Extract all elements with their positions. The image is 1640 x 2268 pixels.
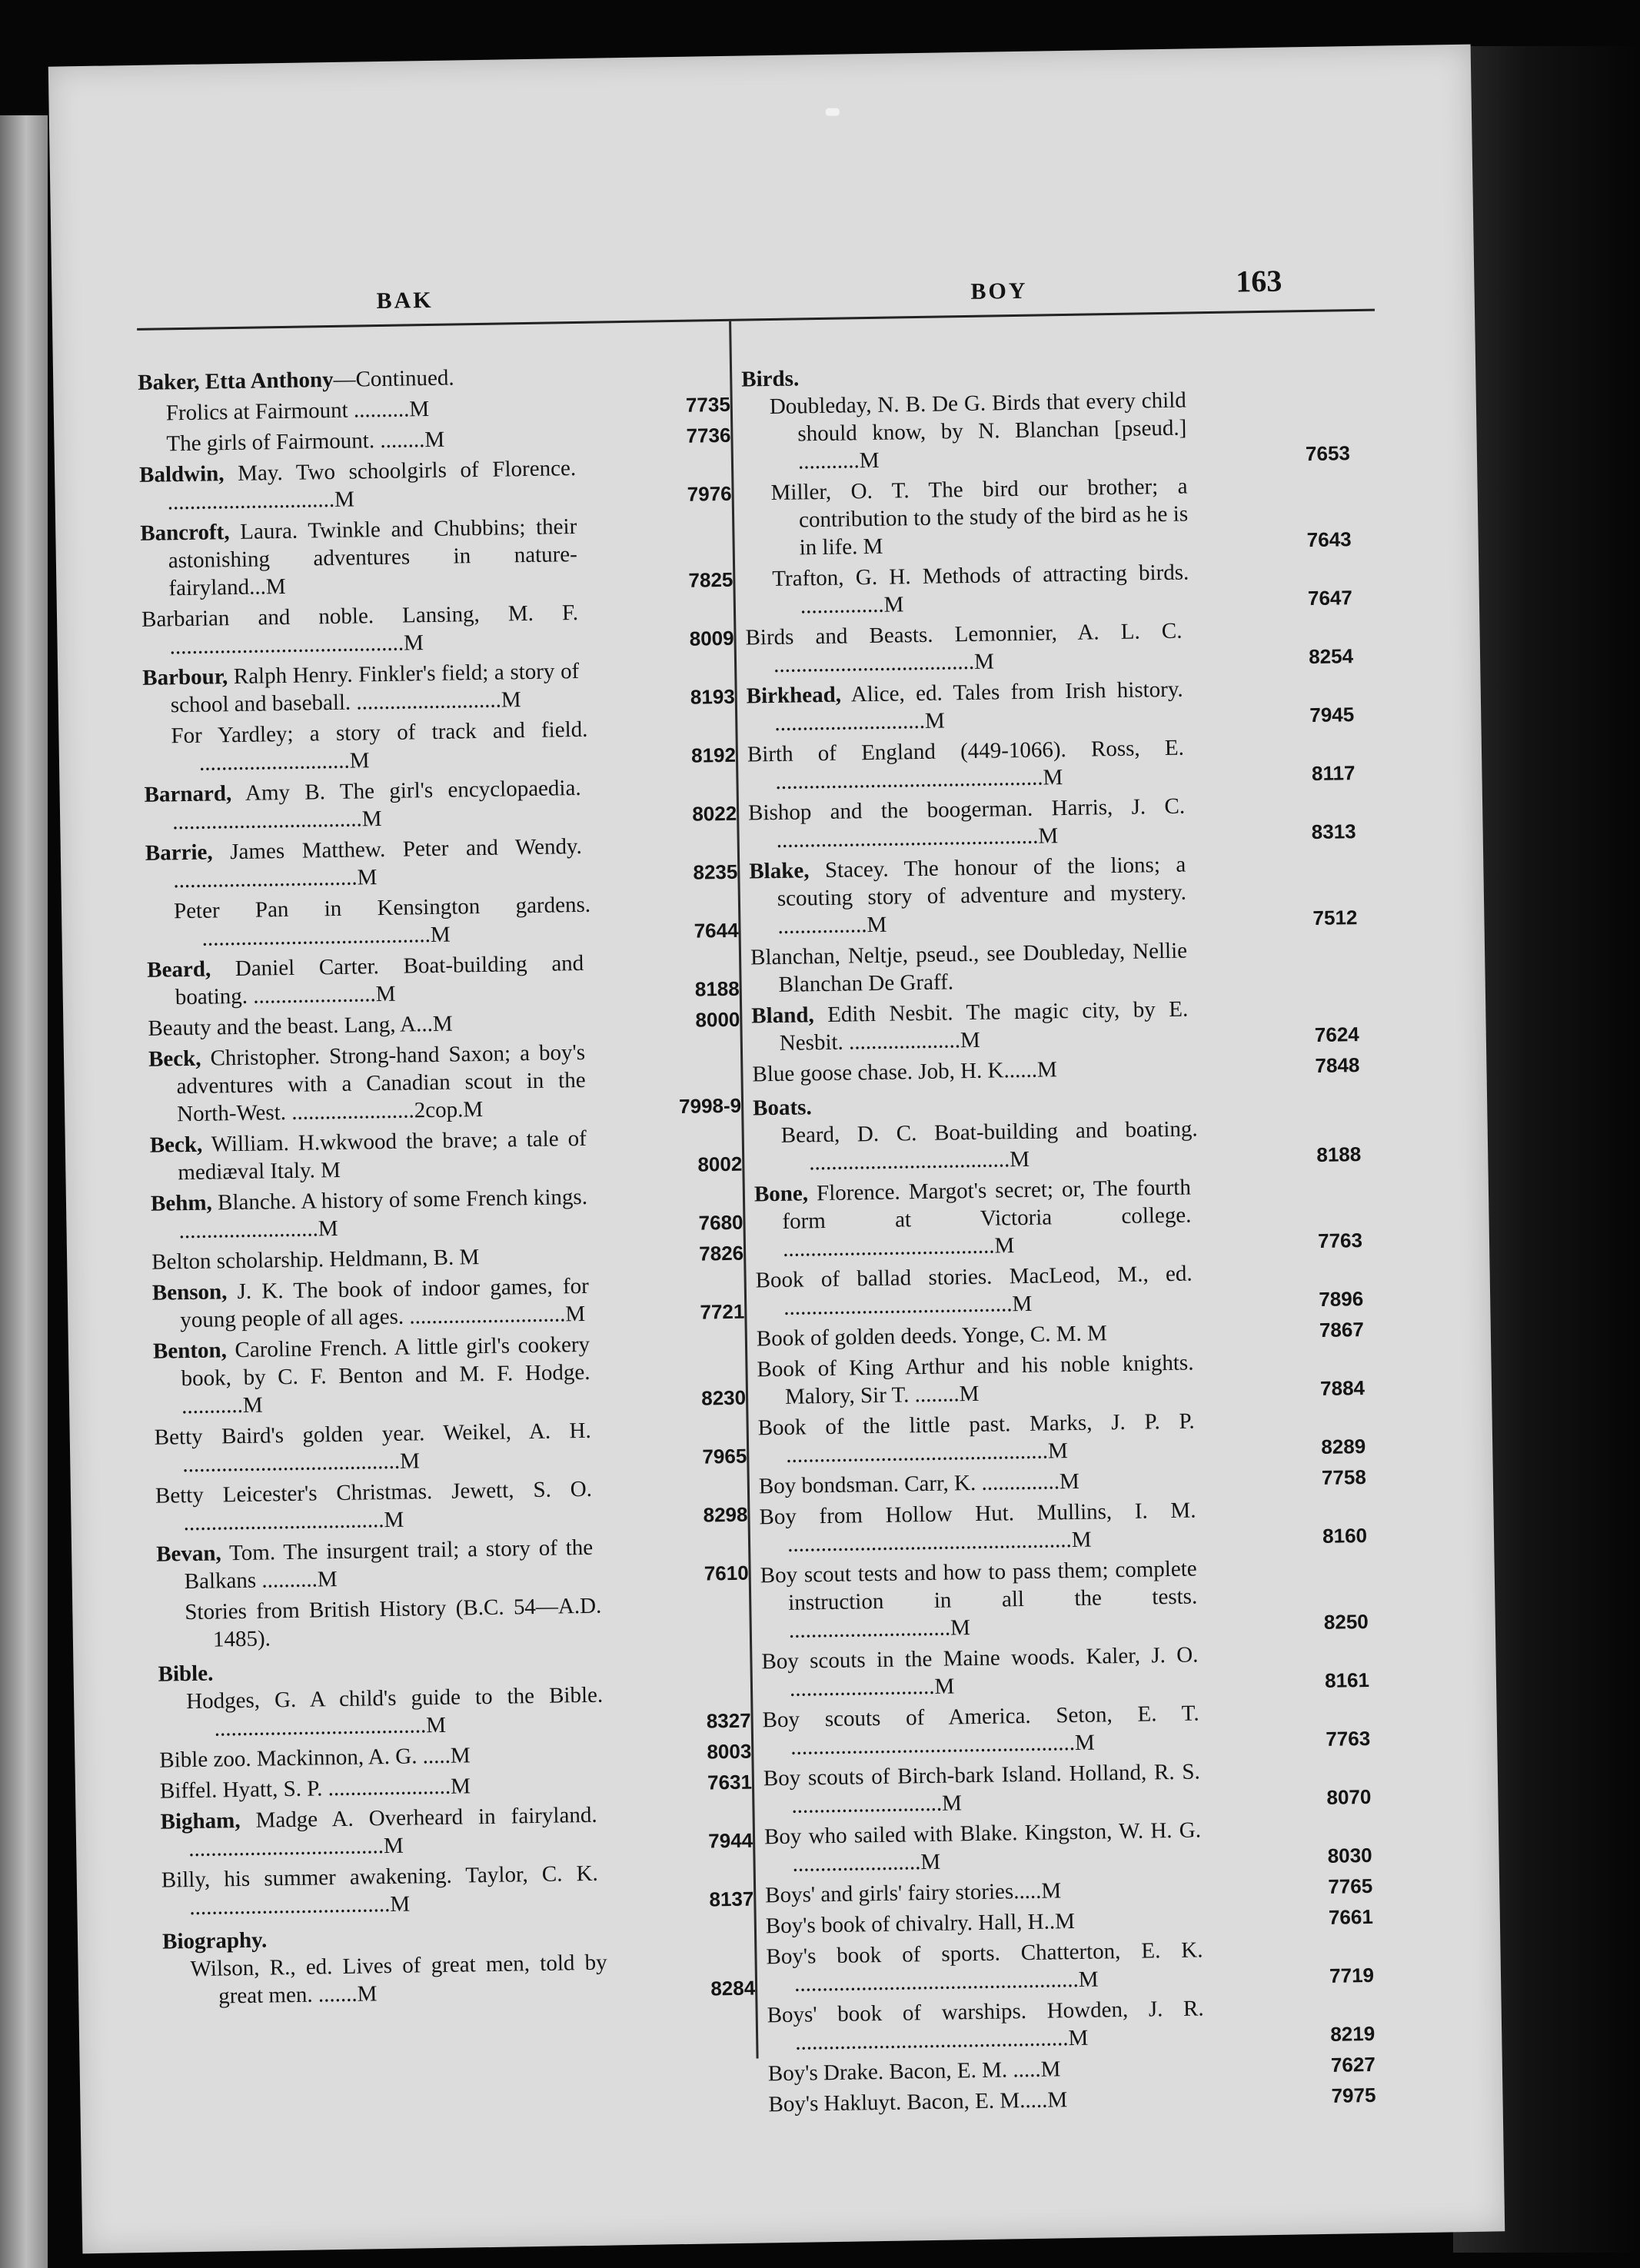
call-number: 7944 — [708, 1828, 753, 1853]
catalog-entry — [761, 1638, 1369, 1703]
call-number: 8137 — [709, 1887, 754, 1911]
call-number: 8161 — [1324, 1668, 1370, 1692]
entry-text: Blue goose chase. Job, H. K......M — [752, 1057, 1057, 1087]
call-number: 8230 — [700, 1385, 747, 1410]
entry-text: Bevan, Tom. The insurgent trail; a story of the Balkans ..........M — [155, 1535, 594, 1595]
entry-text: Boy's book of sports. Chatterton, E. K. ...................................................M — [766, 1937, 1203, 1997]
call-number: 8298 — [703, 1502, 748, 1527]
entry-text: Book of King Arthur and his noble knights. Malory, Sir T. ........M — [757, 1350, 1194, 1409]
entry-text: Beck, William. H.wkwood the brave; a tale of mediæval Italy. M — [149, 1126, 587, 1186]
author-name: Benton, — [152, 1338, 228, 1364]
entry-text: Barbarian and noble. Lansing, M. F. ..........................................M — [141, 600, 579, 660]
entry-text: Biffel. Hyatt, S. P. ......................M — [159, 1774, 471, 1804]
catalog-entry — [753, 1112, 1361, 1177]
author-name: Barnard, — [144, 781, 232, 807]
catalog-entry — [146, 889, 739, 953]
entry-text: Bland, Edith Nesbit. The magic city, by E. Nesbit. ....................M — [751, 996, 1189, 1056]
entry-text: Benson, J. K. The book of indoor games, for young people of all ages. ............................M — [151, 1273, 590, 1333]
entry-text: Peter Pan in Kensington gardens. .........................................M — [173, 892, 591, 951]
entry-text: Bancroft, Laura. Twinkle and Chubbins; their astonishing adventures in nature-fairyland...M — [140, 514, 578, 601]
entry-text: Birds and Beasts. Lemonnier, A. L. C. ....................................M — [745, 618, 1183, 677]
author-name: Barrie, — [145, 840, 213, 866]
catalog-entry — [150, 1122, 743, 1187]
right-guide-word: BOY — [970, 278, 1028, 304]
call-number: 8009 — [689, 626, 734, 650]
entry-text: Boy who sailed with Blake. Kingston, W. H. G. .......................M — [763, 1817, 1202, 1877]
catalog-entry — [744, 556, 1352, 620]
catalog-entry — [745, 614, 1353, 679]
entry-text: Beard, D. C. Boat-building and boating. ....................................M — [780, 1116, 1198, 1176]
call-number: 7758 — [1321, 1465, 1367, 1489]
entry-text: Doubleday, N. B. De G. Birds that every child should know, by N. Blanchan [pseud.] ...........M — [769, 387, 1187, 474]
call-number: 8160 — [1322, 1524, 1368, 1548]
call-number: 7848 — [1315, 1053, 1360, 1077]
author-name: Barbour, — [142, 664, 228, 690]
entry-text: Boy's book of chivalry. Hall, H..M — [765, 1909, 1076, 1939]
header-rule — [137, 309, 1375, 331]
call-number: 7647 — [1307, 586, 1353, 610]
catalog-entry — [142, 655, 735, 720]
catalog-entry — [147, 947, 740, 1012]
call-number: 7825 — [688, 567, 734, 592]
left-guide-word: BAK — [376, 287, 434, 314]
entry-text: Boys' and girls' fairy stories.....M — [764, 1878, 1062, 1908]
subject-heading: Birds. — [741, 366, 800, 392]
call-number: 7719 — [1329, 1963, 1375, 1987]
entry-text: Benton, Caroline French. A little girl's cookery book, by C. F. Benton and M. F. Hodge. ...........M — [152, 1332, 590, 1419]
call-number: 7867 — [1319, 1318, 1365, 1342]
call-number: 8003 — [707, 1739, 752, 1764]
call-number: 7512 — [1312, 906, 1358, 930]
call-number: 8193 — [690, 684, 735, 709]
catalog-entry — [762, 1697, 1370, 1761]
author-name: Birkhead, — [746, 682, 842, 709]
catalog-entry — [151, 1181, 743, 1245]
entry-text: Boy scouts in the Maine woods. Kaler, J. O. ..........................M — [761, 1642, 1199, 1701]
call-number: 7896 — [1319, 1287, 1364, 1311]
catalog-entry — [156, 1531, 749, 1596]
call-number: 8327 — [706, 1708, 751, 1733]
catalog-entry — [148, 1036, 742, 1129]
call-number: 7680 — [698, 1210, 743, 1235]
catalog-entry — [760, 1552, 1369, 1644]
call-number: 7976 — [687, 481, 732, 506]
entry-text: Book of golden deeds. Yonge, C. M. M — [756, 1321, 1108, 1352]
entry-text: Birkhead, Alice, ed. Tales from Irish history. ...........................M — [746, 677, 1183, 736]
catalog-entry — [140, 510, 734, 603]
entry-text: Boy scouts of America. Seton, E. T. ...................................................M — [762, 1701, 1199, 1760]
call-number: 7736 — [686, 423, 731, 447]
catalog-entry — [143, 713, 736, 778]
entry-text: Betty Baird's golden year. Weikel, A. H. .......................................M — [154, 1418, 591, 1478]
entry-text: Hodges, G. A child's guide to the Bible. ......................................M — [185, 1682, 604, 1741]
entry-text: Boy scouts of Birch-bark Island. Holland, R. S. ...........................M — [763, 1759, 1201, 1818]
call-number: 8219 — [1330, 2021, 1376, 2046]
author-name: Benson, — [151, 1279, 228, 1305]
entry-text: Boy's Hakluyt. Bacon, E. M.....M — [768, 2087, 1068, 2117]
author-name: Bevan, — [155, 1541, 222, 1567]
call-number: 7644 — [694, 918, 739, 943]
entry-text: Frolics at Fairmount ..........M — [165, 396, 430, 426]
catalog-entry — [763, 1755, 1372, 1820]
entry-text: Beard, Daniel Carter. Boat-building and boating. ......................M — [146, 950, 584, 1010]
entry-text: Billy, his summer awakening. Taylor, C. K. ....................................M — [161, 1861, 599, 1920]
call-number: 8117 — [1311, 761, 1356, 786]
call-number: 8289 — [1321, 1435, 1366, 1458]
call-number: 8313 — [1311, 820, 1356, 844]
entry-text: Baker, Etta Anthony—Continued. — [137, 365, 454, 395]
author-name: Behm, — [150, 1190, 213, 1216]
call-number: 7763 — [1326, 1726, 1371, 1751]
entry-text: Beck, Christopher. Strong-hand Saxon; a boy's adventures with a Canadian scout in the North-West. ......................2cop.M — [148, 1039, 586, 1127]
entry-text: Wilson, R., ed. Lives of great men, told by great men. .......M — [190, 1950, 607, 2009]
call-number: 7735 — [685, 392, 731, 417]
call-number: 8192 — [690, 743, 737, 767]
book-spine-edge — [0, 115, 48, 2268]
catalog-entry — [155, 1473, 748, 1538]
catalog-entry — [161, 1857, 754, 1922]
catalog-entry — [153, 1329, 747, 1421]
catalog-page — [48, 45, 1505, 2254]
call-number: 7763 — [1317, 1229, 1363, 1252]
catalog-entry — [768, 2081, 1376, 2118]
catalog-entry — [747, 731, 1356, 796]
entry-text: Trafton, G. H. Methods of attracting birds. ...............M — [772, 560, 1189, 619]
call-number: 7610 — [704, 1561, 749, 1585]
author-name: Beard, — [146, 956, 211, 983]
entry-text: Book of ballad stories. MacLeod, M., ed. .........................................M — [755, 1261, 1193, 1320]
entry-text: Baldwin, May. Two schoolgirls of Florence. ..............................M — [138, 455, 577, 515]
author-name: Baldwin, — [138, 461, 225, 487]
entry-text: Boy bondsman. Carr, K. ..............M — [758, 1468, 1079, 1499]
call-number: 8022 — [692, 801, 737, 826]
call-number: 7965 — [702, 1444, 747, 1468]
entry-text: Behm, Blanche. A history of some French kings. .........................M — [150, 1184, 588, 1244]
author-name: Beck, — [149, 1132, 203, 1158]
call-number: 7826 — [699, 1241, 744, 1265]
call-number: 8002 — [697, 1152, 743, 1176]
catalog-entry — [752, 1051, 1359, 1088]
catalog-entry — [767, 1992, 1375, 2057]
call-number: 8254 — [1308, 644, 1354, 669]
catalog-entry — [157, 1590, 750, 1654]
entry-text: Beauty and the beast. Lang, A...M — [148, 1011, 453, 1041]
catalog-entry — [160, 1799, 753, 1864]
entry-text: Stories from British History (B.C. 54—A.D. 1485). — [185, 1593, 602, 1652]
entry-text: Birth of England (449-1066). Ross, E. ................................................M — [747, 735, 1185, 794]
right-column — [741, 350, 1376, 2121]
call-number: 7643 — [1306, 527, 1352, 552]
call-number: 8284 — [710, 1976, 756, 2000]
catalog-entry — [749, 848, 1358, 940]
entry-text: Bone, Florence. Margot's secret; or, The fourth form at Victoria college. ......................................M — [753, 1175, 1192, 1262]
entry-text: Blanchan, Neltje, pseud., see Doubleday, Nellie Blanchan De Graff. — [750, 938, 1188, 997]
page-number: 163 — [1235, 263, 1282, 299]
catalog-entry — [757, 1405, 1366, 1469]
entry-text: Betty Leicester's Christmas. Jewett, S. O. ....................................M — [155, 1476, 593, 1536]
author-name: Bone, — [753, 1181, 809, 1207]
catalog-entry — [759, 1494, 1367, 1558]
author-name: Bancroft, — [140, 520, 230, 546]
catalog-entry — [757, 1346, 1365, 1411]
entry-text: Bible zoo. Mackinnon, A. G. .....M — [159, 1743, 471, 1773]
call-number: 8250 — [1323, 1609, 1369, 1634]
entry-text: Belton scholarship. Heldmann, B. M — [151, 1245, 480, 1275]
catalog-entry — [755, 1257, 1363, 1322]
author-name: Blake, — [749, 858, 810, 884]
call-number: 7653 — [1305, 441, 1351, 466]
entry-text: Barnard, Amy B. The girl's encyclopaedia. ..................................M — [144, 775, 581, 835]
catalog-entry — [764, 1814, 1372, 1878]
catalog-entry — [141, 597, 734, 661]
call-number: 7884 — [1319, 1376, 1366, 1400]
catalog-entry — [144, 772, 737, 836]
call-number: 7945 — [1309, 703, 1355, 727]
paper-speck — [826, 108, 840, 116]
entry-text: Boys' book of warships. Howden, J. R. .................................................M — [767, 1996, 1204, 2055]
entry-text: Boy from Hollow Hut. Mullins, I. M. ...................................................M — [759, 1498, 1196, 1557]
catalog-entry — [750, 934, 1359, 999]
call-number: 7721 — [700, 1299, 745, 1324]
entry-text: Miller, O. T. The bird our brother; a contribution to the study of the bird as he is in life. M — [770, 474, 1189, 560]
catalog-entry — [751, 993, 1359, 1057]
entry-text: Boy's Drake. Bacon, E. M. .....M — [767, 2057, 1061, 2087]
subject-heading: Biography. — [161, 1927, 268, 1954]
entry-text: Barrie, James Matthew. Peter and Wendy. .................................M — [145, 833, 583, 893]
catalog-entry — [162, 1947, 755, 2011]
author-name: Bland, — [751, 1003, 814, 1029]
call-number: 8188 — [694, 976, 740, 1001]
entry-text: For Yardley; a story of track and field. ...........................M — [171, 717, 588, 776]
call-number: 8235 — [693, 860, 738, 884]
subject-heading: Boats. — [752, 1095, 812, 1121]
entry-text: Blake, Stacey. The honour of the lions; a scouting story of adventure and mystery. ................M — [749, 852, 1187, 939]
left-column — [138, 360, 756, 2014]
catalog-entry — [746, 673, 1354, 737]
call-number: 8188 — [1316, 1142, 1362, 1166]
catalog-entry — [766, 1934, 1374, 1998]
catalog-entry — [158, 1679, 751, 1744]
entry-text: Bishop and the boogerman. Harris, J. C. ...............................................M — [747, 793, 1186, 853]
catalog-entry — [152, 1270, 745, 1335]
entry-text: Book of the little past. Marks, J. P. P. ...............................................M — [757, 1408, 1195, 1468]
call-number: 7975 — [1331, 2083, 1376, 2107]
call-number: 8000 — [695, 1007, 740, 1032]
call-number: 7998-9 — [678, 1093, 742, 1118]
author-name: Bigham, — [160, 1808, 241, 1834]
catalog-entry — [145, 830, 738, 895]
call-number: 8030 — [1327, 1843, 1372, 1867]
call-number: 7631 — [707, 1770, 753, 1794]
call-number: 7765 — [1328, 1874, 1373, 1898]
catalog-entry — [155, 1415, 747, 1479]
author-name: Baker, Etta Anthony — [137, 367, 334, 395]
entry-text: Barbour, Ralph Henry. Finkler's field; a story of school and baseball. ..........................M — [142, 658, 580, 718]
call-number: 7624 — [1314, 1023, 1359, 1046]
subject-heading: Bible. — [158, 1661, 214, 1687]
call-number: 7661 — [1328, 1904, 1374, 1929]
catalog-entry — [743, 470, 1352, 562]
call-number: 7627 — [1330, 2052, 1376, 2077]
catalog-entry — [742, 384, 1351, 476]
catalog-entry — [139, 452, 732, 517]
author-name: Beck, — [148, 1046, 201, 1072]
call-number: 8070 — [1326, 1784, 1372, 1809]
catalog-entry — [754, 1171, 1363, 1263]
entry-text: Bigham, Madge A. Overheard in fairyland. ...................................M — [160, 1802, 597, 1862]
entry-text: Boy scout tests and how to pass them; complete instruction in all the tests. .............................M — [760, 1556, 1198, 1643]
catalog-entry — [748, 790, 1356, 854]
entry-text: The girls of Fairmount. ........M — [166, 427, 445, 457]
